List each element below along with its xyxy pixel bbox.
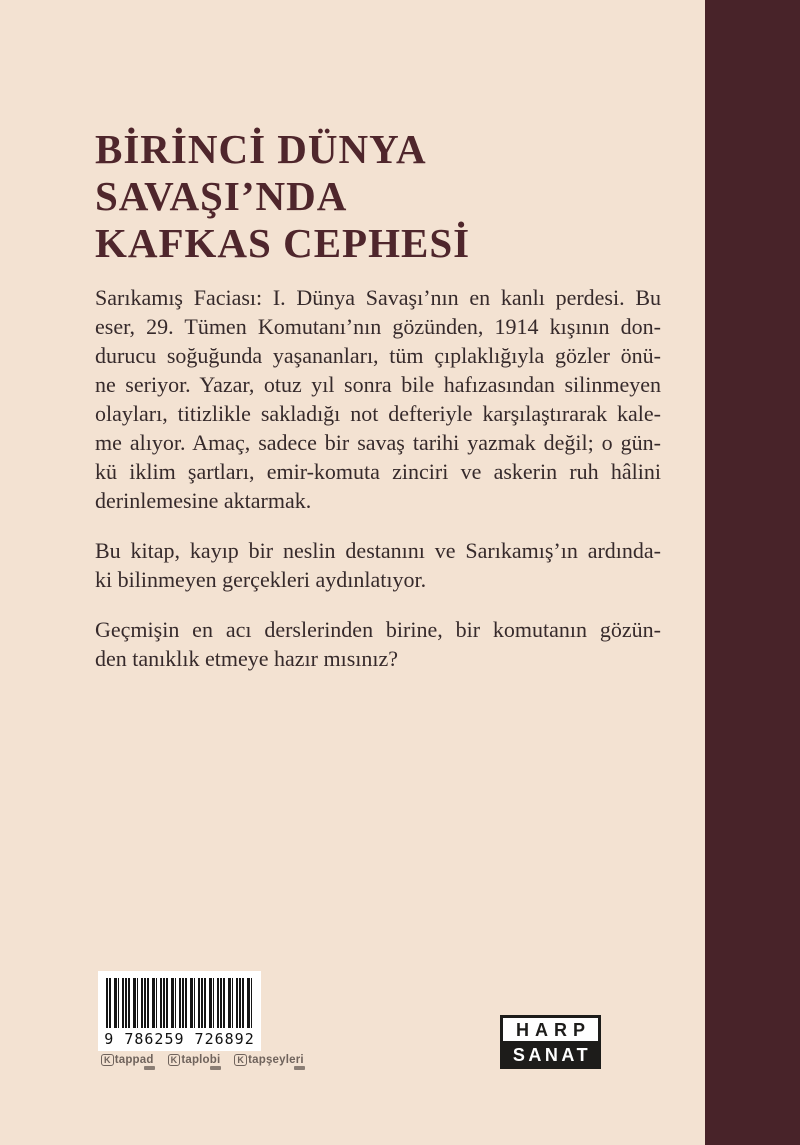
text-line: kü iklim şartları, emir-komuta zinciri ve askerin ruh hâlini: [95, 459, 661, 484]
harpsanat-logo-bottom: SANAT: [503, 1043, 598, 1066]
logo-badge: [210, 1066, 221, 1070]
publisher-logos-row: [101, 1054, 361, 1066]
logo-badge: [144, 1066, 155, 1070]
k-book-icon: K: [101, 1054, 114, 1066]
harpsanat-logo-top: HARP: [503, 1018, 598, 1041]
title-line-2: SAVAŞI’NDA: [95, 173, 348, 219]
isbn-number: 9 786259 726892: [104, 1030, 255, 1048]
text-line: durucu soğuğunda yaşananları, tüm çıplaklığıyla gözler önü-: [95, 343, 661, 368]
text-line: ne seriyor. Yazar, otuz yıl sonra bile hafızasından silinmeyen: [95, 372, 661, 397]
text-line: den tanıklık etmeye hazır mısınız?: [95, 646, 399, 671]
text-line: eser, 29. Tümen Komutanı’nın gözünden, 1914 kışının don-: [95, 314, 661, 339]
synopsis-paragraph-2: [95, 536, 661, 594]
spine-band: [705, 0, 800, 1145]
synopsis-paragraph-1: [95, 283, 661, 515]
barcode-bars: [106, 978, 253, 1028]
publisher-logo-label: tappad: [114, 1054, 154, 1066]
synopsis-text: [95, 283, 661, 694]
publisher-logo-tappad: [101, 1054, 154, 1066]
publisher-logo-tapseyleri: [234, 1054, 303, 1066]
text-line: olayları, titizlikle sakladığı not defteriyle karşılaştırarak kale-: [95, 401, 661, 426]
publisher-logo-taplobi: [168, 1054, 221, 1066]
text-line: ki bilinmeyen gerçekleri aydınlatıyor.: [95, 567, 427, 592]
text-line: Bu kitap, kayıp bir neslin destanını ve Sarıkamış’ın ardında-: [95, 538, 661, 563]
harpsanat-publisher-logo: [500, 1015, 601, 1069]
synopsis-paragraph-3: [95, 615, 661, 673]
title-line-1: BİRİNCİ DÜNYA: [95, 126, 427, 172]
book-title: [95, 126, 655, 267]
publisher-logo-label: tapşeyleri: [248, 1054, 304, 1066]
title-line-3: KAFKAS CEPHESİ: [95, 220, 471, 266]
text-line: me alıyor. Amaç, sadece bir savaş tarihi yazmak değil; o gün-: [95, 430, 661, 455]
publisher-logo-label: taplobi: [181, 1054, 221, 1066]
k-book-icon: K: [234, 1054, 247, 1066]
text-line: Geçmişin en acı derslerinden birine, bir komutanın gözün-: [95, 617, 661, 642]
barcode: [98, 971, 261, 1051]
text-line: Sarıkamış Faciası: I. Dünya Savaşı’nın en kanlı perdesi. Bu: [95, 285, 661, 310]
text-line: derinlemesine aktarmak.: [95, 488, 312, 513]
k-book-icon: K: [168, 1054, 181, 1066]
logo-badge: [294, 1066, 305, 1070]
